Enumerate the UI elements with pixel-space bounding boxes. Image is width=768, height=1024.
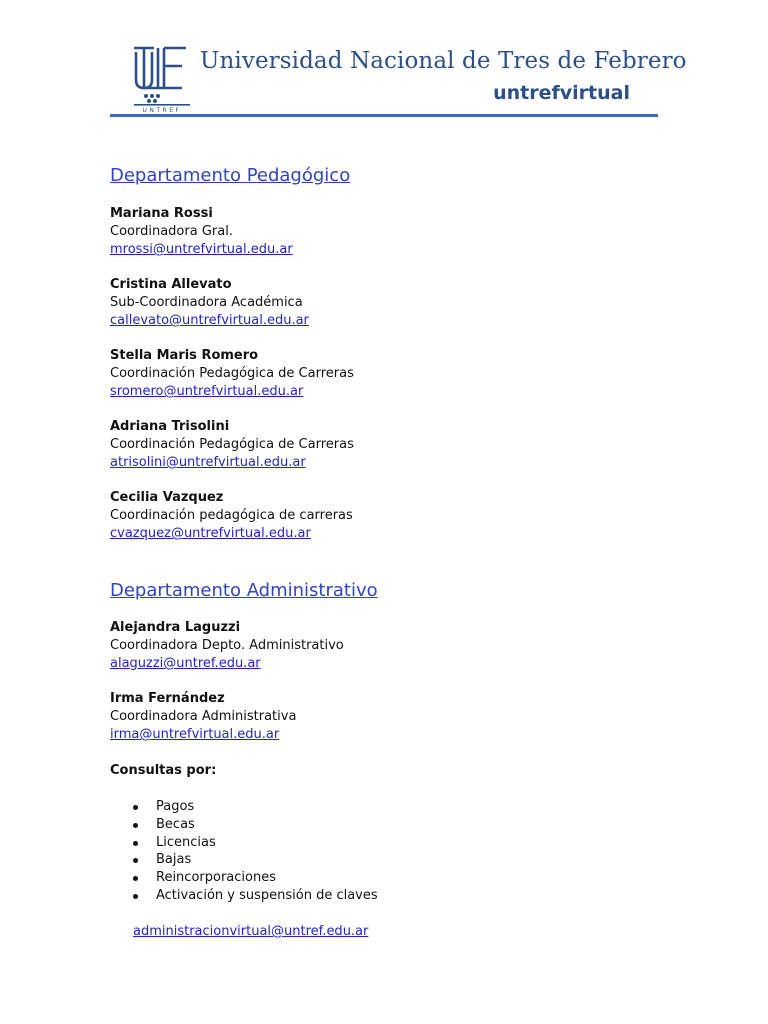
topic-label: Licencias: [156, 834, 216, 850]
bullet-icon: [133, 823, 138, 828]
bullet-icon: [133, 894, 138, 899]
topic-label: Becas: [156, 816, 195, 832]
contact-name: Adriana Trisolini: [110, 419, 230, 434]
contact-name: Mariana Rossi: [110, 206, 213, 221]
list-item: [133, 834, 378, 852]
list-item: [133, 798, 378, 816]
bullet-icon: [133, 841, 138, 846]
contact-card: [110, 489, 353, 543]
topic-label: Activación y suspensión de claves: [156, 887, 378, 903]
letterhead: [110, 40, 687, 116]
contact-email-link[interactable]: cvazquez@untrefvirtual.edu.ar: [110, 526, 311, 541]
contact-card: [110, 347, 354, 401]
list-item: [133, 851, 378, 869]
brand-name: untrefvirtual: [493, 82, 630, 104]
contact-email-link[interactable]: atrisolini@untrefvirtual.edu.ar: [110, 455, 306, 470]
topic-label: Pagos: [156, 799, 195, 814]
contact-role: Coordinadora Depto. Administrativo: [110, 638, 344, 653]
contact-card: [110, 276, 309, 330]
list-item: [133, 869, 378, 887]
contact-card: [110, 418, 354, 472]
contact-name: Cecilia Vazquez: [110, 490, 224, 505]
contact-email-link[interactable]: mrossi@untrefvirtual.edu.ar: [110, 242, 293, 257]
contact-name: Alejandra Laguzzi: [110, 620, 241, 635]
logo-caption: UNTREF: [142, 107, 182, 114]
dept-title-administrativo: Departamento Administrativo: [110, 580, 378, 601]
contact-role: Coordinadora Administrativa: [110, 709, 297, 724]
topic-label: Bajas: [156, 852, 192, 868]
list-item: [133, 887, 378, 905]
topics-list: [133, 798, 378, 905]
contact-name: Cristina Allevato: [110, 277, 232, 292]
contact-role: Coordinadora Gral.: [110, 224, 233, 239]
contact-role: Sub-Coordinadora Académica: [110, 295, 303, 310]
contact-role: Coordinación Pedagógica de Carreras: [110, 437, 354, 452]
dept-title-pedagogico: Departamento Pedagógico: [110, 165, 351, 186]
contact-role: Coordinación pedagógica de carreras: [110, 508, 353, 523]
contact-card: [110, 690, 296, 744]
bullet-icon: [133, 858, 138, 863]
contact-card: [110, 619, 344, 673]
consultas-label: Consultas por:: [110, 763, 217, 778]
topic-label: Reincorporaciones: [156, 870, 276, 886]
contact-name: Stella Maris Romero: [110, 348, 259, 363]
list-item: [133, 816, 378, 834]
contact-role: Coordinación Pedagógica de Carreras: [110, 366, 354, 381]
admin-email-link[interactable]: administracionvirtual@untref.edu.ar: [133, 924, 369, 939]
contact-email-link[interactable]: sromero@untrefvirtual.edu.ar: [110, 384, 304, 399]
bullet-icon: [133, 876, 138, 881]
contact-email-link[interactable]: irma@untrefvirtual.edu.ar: [110, 727, 280, 742]
contact-card: [110, 205, 293, 259]
university-name: Universidad Nacional de Tres de Febrero: [200, 48, 687, 74]
header-divider: [110, 114, 658, 117]
contact-name: Irma Fernández: [110, 691, 225, 706]
bullet-icon: [133, 805, 138, 810]
admin-email: [133, 923, 368, 941]
contact-email-link[interactable]: callevato@untrefvirtual.edu.ar: [110, 313, 309, 328]
contact-email-link[interactable]: alaguzzi@untref.edu.ar: [110, 656, 261, 671]
untref-logo: [130, 44, 194, 114]
